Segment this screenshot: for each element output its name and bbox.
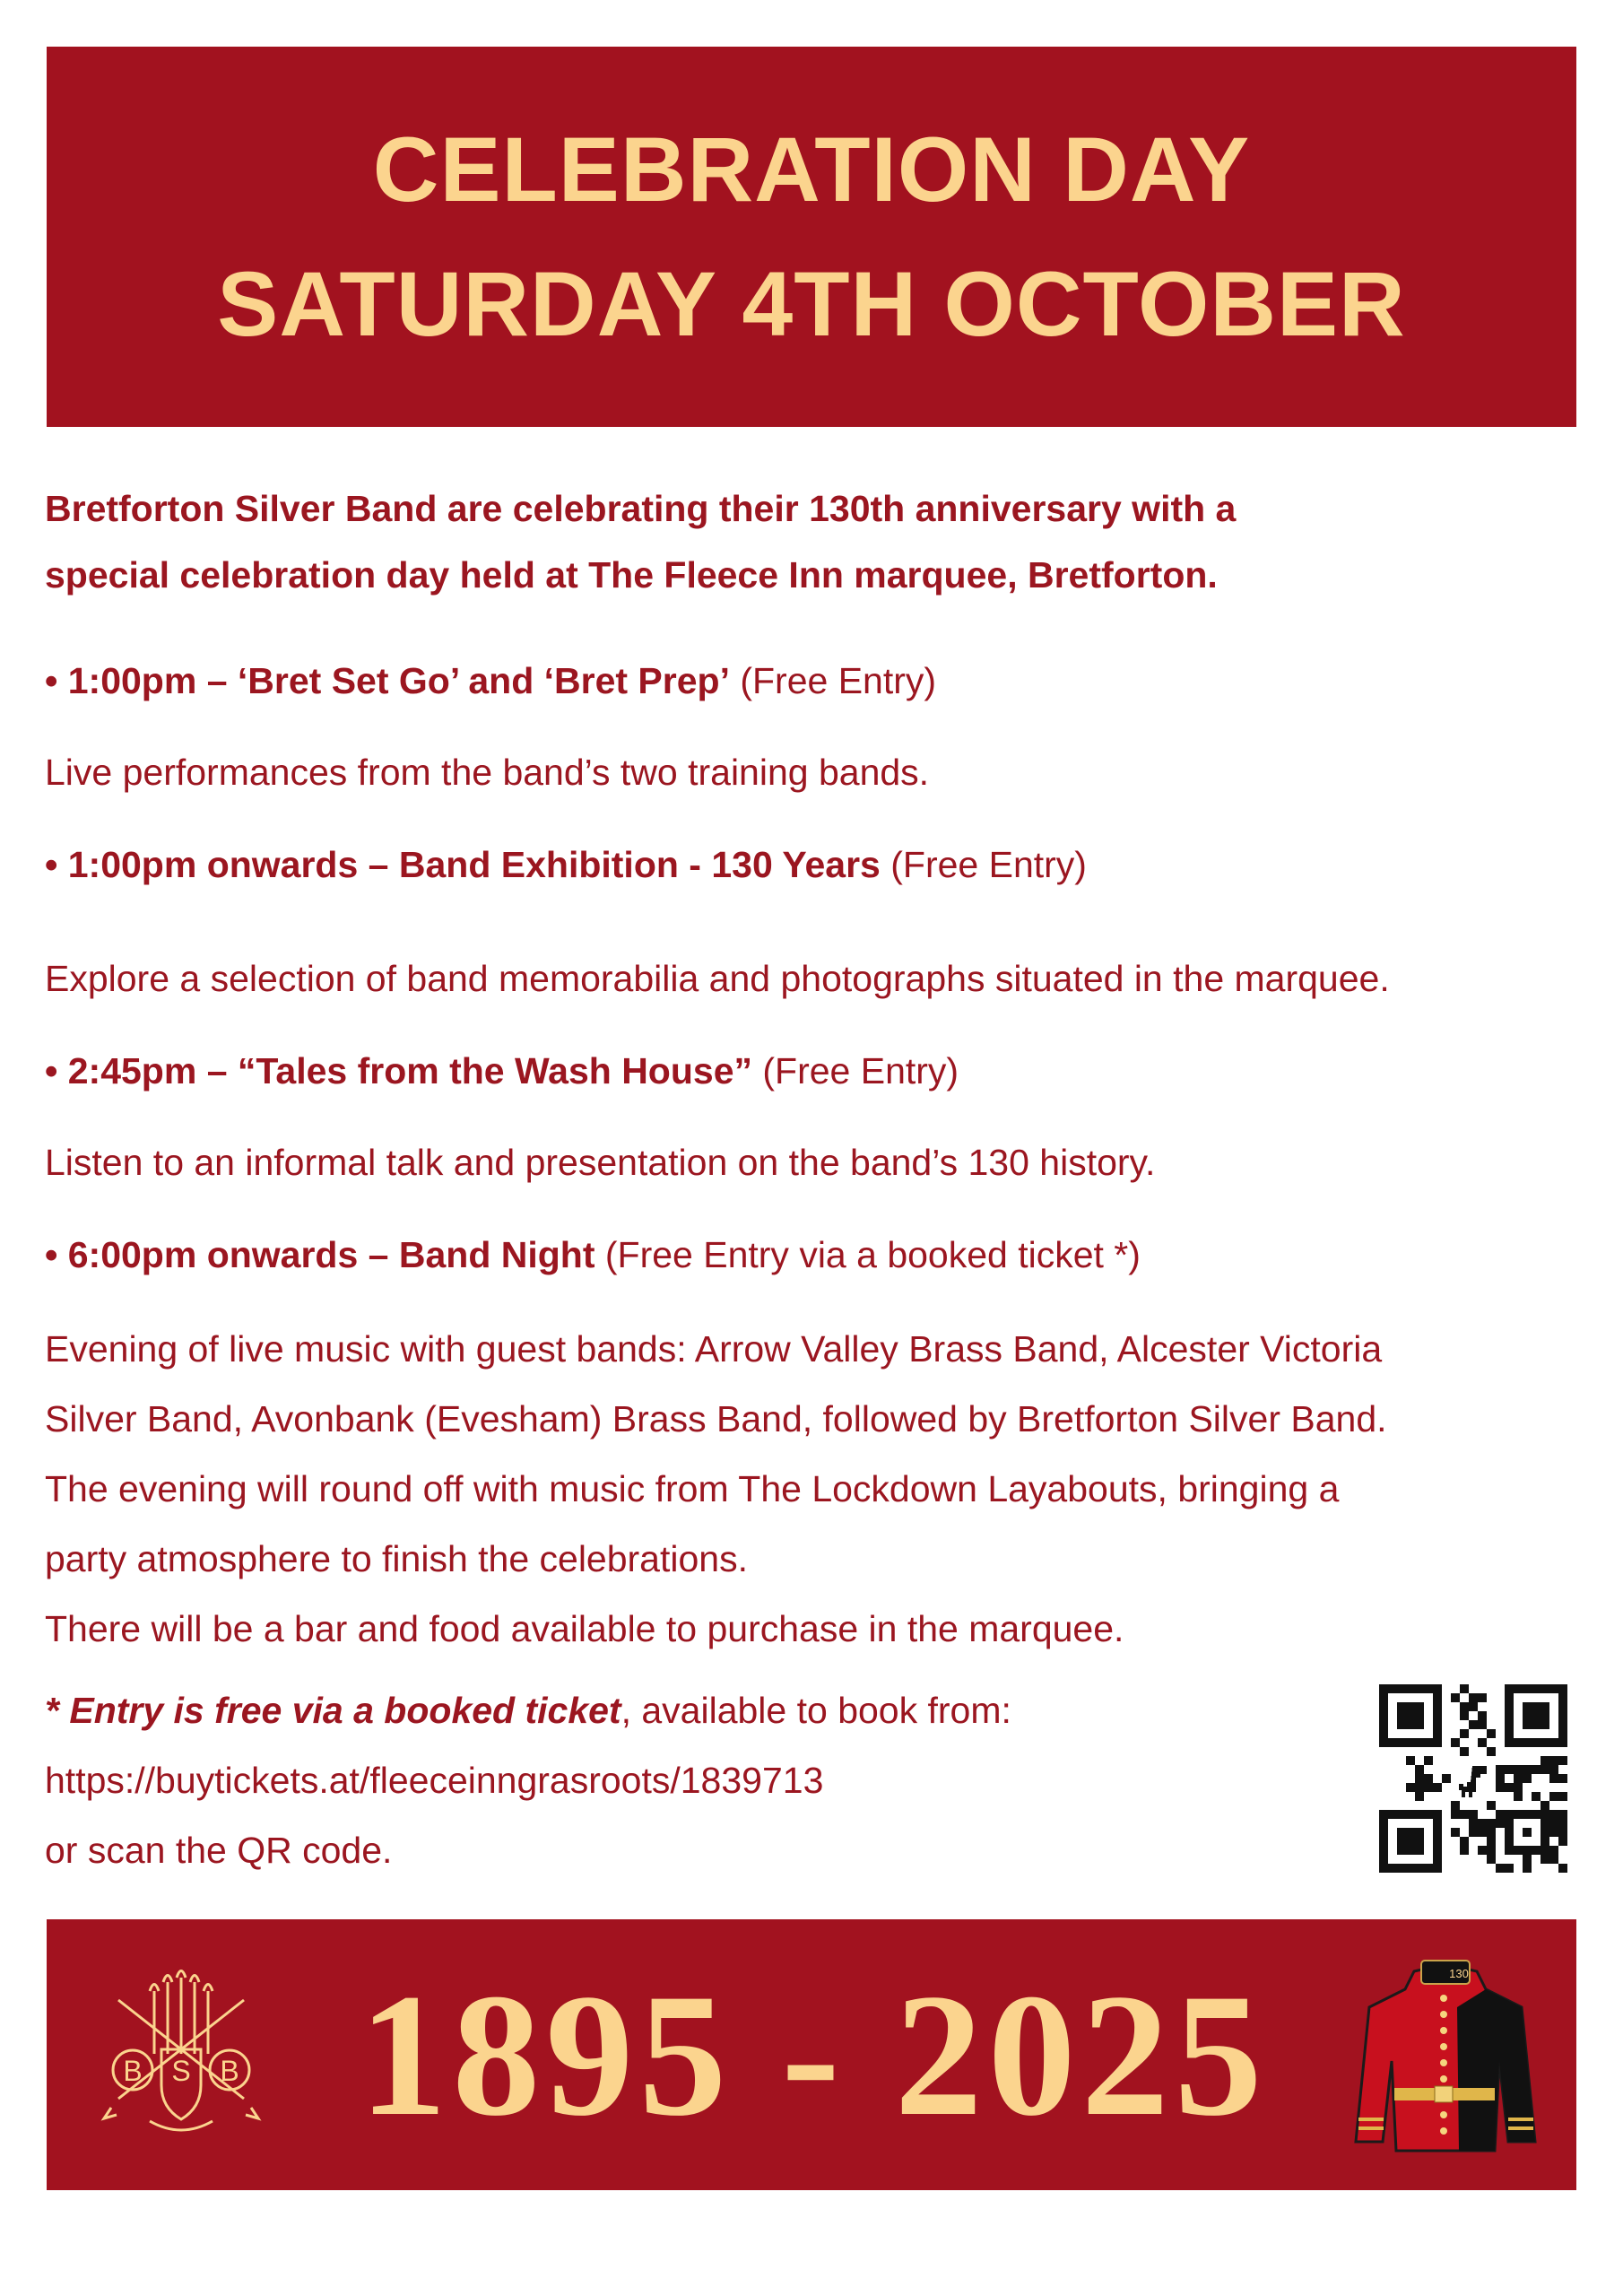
event-entry: (Free Entry) (729, 660, 937, 701)
event-item (45, 657, 936, 704)
title-line-2: SATURDAY 4TH OCTOBER (217, 253, 1406, 355)
crest-letter-b: B (123, 2055, 143, 2087)
dino-icon (1451, 1756, 1496, 1801)
band-night-description: Evening of live music with guest bands: Arrow Valley Brass Band, Alcester Victoria Silver Band, Avonbank (Evesham) Brass Band, followed by Bretforton Silver Band. The evening will round off with music from The Lockdown Layabouts, bringing a party atmosphere to finish the celebrations. There will be a bar and food available to purchase in the marquee. (45, 1328, 1387, 1649)
event-description: Explore a selection of band memorabilia and photographs situated in the marquee. (45, 958, 1390, 999)
ticket-emphasis: * Entry is free via a booked ticket (45, 1690, 621, 1731)
intro-line-1: Bretforton Silver Band are celebrating their 130th anniversary with a (45, 488, 1237, 529)
event-item (45, 1231, 1141, 1278)
event-title: • 2:45pm – “Tales from the Wash House” (45, 1050, 752, 1091)
ticket-info: * Entry is free via a booked ticket, available to book from: https://buytickets.at/fleeceinngrasroots/1839713 or scan the QR code. (45, 1675, 1011, 1885)
event-title: • 6:00pm onwards – Band Night (45, 1234, 595, 1275)
event-item (45, 1048, 959, 1094)
uniform-jacket-icon (1351, 1953, 1540, 2156)
ticket-link[interactable]: https://buytickets.at/fleeceinngrasroots/1839713 (45, 1760, 824, 1801)
event-entry: (Free Entry via a booked ticket *) (595, 1234, 1141, 1275)
scan-instruction: or scan the QR code. (45, 1830, 393, 1871)
event-entry: (Free Entry) (752, 1050, 959, 1091)
event-item (45, 841, 1087, 888)
title-banner (47, 47, 1576, 427)
anniversary-banner (47, 1919, 1576, 2190)
event-description: Listen to an informal talk and presentation on the band’s 130 history. (45, 1142, 1156, 1183)
title-line-1: CELEBRATION DAY (372, 118, 1251, 221)
intro-line-2: special celebration day held at The Fleece Inn marquee, Bretforton. (45, 554, 1218, 596)
crest-letter-b: B (220, 2055, 239, 2087)
band-crest-icon (100, 1964, 262, 2148)
crest-letter-s: S (171, 2055, 191, 2087)
event-title: • 1:00pm – ‘Bret Set Go’ and ‘Bret Prep’ (45, 660, 730, 701)
event-description: Live performances from the band’s two training bands. (45, 752, 930, 793)
intro (45, 475, 1236, 608)
anniversary-years: 1895 - 2025 (359, 1957, 1268, 2152)
event-entry: (Free Entry) (880, 844, 1087, 885)
qr-code[interactable] (1379, 1684, 1567, 1873)
jacket-badge: 130 (1449, 1967, 1469, 1980)
event-title: • 1:00pm onwards – Band Exhibition - 130 Years (45, 844, 881, 885)
